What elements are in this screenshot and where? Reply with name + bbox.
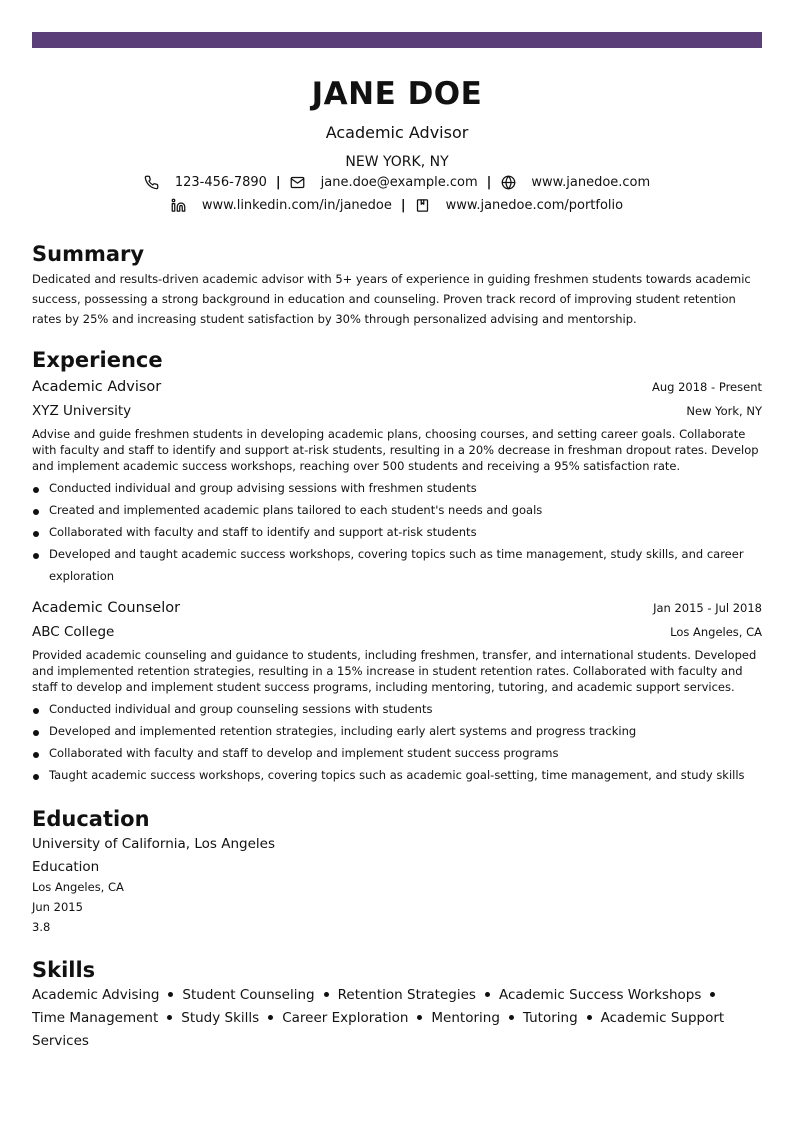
- mail-icon: [290, 175, 306, 191]
- candidate-location: NEW YORK, NY: [345, 154, 449, 170]
- bullet-icon: [167, 1015, 172, 1020]
- job-entry: [32, 377, 762, 587]
- list-item: [32, 698, 762, 720]
- list-item: [32, 720, 762, 742]
- job-organization: XYZ University: [32, 403, 132, 419]
- candidate-name: JANE DOE: [311, 76, 483, 112]
- candidate-role: Academic Advisor: [325, 123, 469, 142]
- bullet-icon: [324, 992, 329, 997]
- job-description: Provided academic counseling and guidance to students, including freshmen, transfer, and international students. Developed and implemented retention strategies, resulting in a 15% increase in student retention rates. Collaborated with faculty and staff to develop and implement student success programs, including mentoring, tutoring, and academic support services.: [32, 648, 757, 694]
- bullet-text: Collaborated with faculty and staff to develop and implement student success programs: [49, 746, 559, 760]
- job-bullet-list: [32, 477, 762, 587]
- bullet-icon: [509, 1015, 514, 1020]
- contact-row-secondary: [32, 194, 762, 217]
- education-location: Los Angeles, CA: [32, 880, 124, 894]
- skill-item: Academic Advising: [32, 987, 160, 1003]
- job-bullet-list: [32, 698, 762, 786]
- bullet-icon: [587, 1015, 592, 1020]
- bullet-icon: [33, 708, 39, 714]
- bullet-icon: [33, 509, 39, 515]
- bullet-text: Collaborated with faculty and staff to identify and support at-risk students: [49, 525, 477, 539]
- bullet-icon: [33, 553, 39, 559]
- website-link[interactable]: www.janedoe.com: [531, 174, 651, 190]
- skill-item: Academic Success Workshops: [498, 987, 702, 1003]
- job-title: Academic Advisor: [32, 379, 162, 395]
- separator: |: [275, 174, 281, 190]
- job-description: Advise and guide freshmen students in developing academic plans, choosing courses, and setting career goals. Collaborate with faculty and staff to identify and support at-risk students, resulting in a 20% decrease in freshman dropout rates. Develop and implement academic success workshops, reaching over 500 students and receiving a 95% satisfaction rate.: [32, 427, 759, 473]
- skill-item: Retention Strategies: [337, 987, 476, 1003]
- skill-item: Student Counseling: [182, 987, 315, 1003]
- job-location: New York, NY: [686, 404, 762, 418]
- bullet-icon: [33, 774, 39, 780]
- contact-row-primary: [32, 171, 762, 194]
- portfolio-link[interactable]: www.janedoe.com/portfolio: [445, 197, 624, 213]
- bullet-icon: [417, 1015, 422, 1020]
- job-organization: ABC College: [32, 624, 115, 640]
- summary-heading: Summary: [32, 242, 145, 266]
- list-item: [32, 499, 762, 521]
- globe-icon: [500, 175, 516, 191]
- bullet-text: Conducted individual and group counseling sessions with students: [49, 702, 433, 716]
- bullet-icon: [33, 487, 39, 493]
- list-item: [32, 543, 762, 587]
- bullet-text: Developed and implemented retention strategies, including early alert systems and progress tracking: [49, 724, 637, 738]
- linkedin-icon: [171, 198, 187, 214]
- email-link[interactable]: jane.doe@example.com: [320, 174, 478, 190]
- job-location: Los Angeles, CA: [670, 625, 762, 639]
- skill-item: Tutoring: [522, 1010, 578, 1026]
- skill-item: Career Exploration: [282, 1010, 409, 1026]
- accent-bar: [32, 32, 762, 48]
- job-dates: Aug 2018 - Present: [652, 380, 762, 394]
- summary-text: Dedicated and results-driven academic advisor with 5+ years of experience in guiding freshmen students towards academic success, possessing a strong background in education and counseling. Proven track record of improving student retention rates by 25% and increasing student satisfaction by 30% through personalized advising and mentorship.: [32, 272, 751, 326]
- education-heading: Education: [32, 807, 150, 831]
- skill-item: Time Management: [32, 1010, 159, 1026]
- job-header: [32, 377, 762, 397]
- phone-icon: [144, 175, 160, 191]
- skills-heading: Skills: [32, 958, 96, 982]
- bullet-text: Developed and taught academic success workshops, covering topics such as time management, study skills, and career exploration: [49, 547, 744, 583]
- education-gpa: 3.8: [32, 920, 51, 934]
- job-title: Academic Counselor: [32, 600, 181, 616]
- bullet-icon: [268, 1015, 273, 1020]
- list-item: [32, 477, 762, 499]
- job-org-row: [32, 618, 762, 642]
- resume-page: [32, 32, 762, 1053]
- bullet-icon: [33, 531, 39, 537]
- education-date: Jun 2015: [32, 900, 83, 914]
- separator: |: [400, 197, 406, 213]
- job-dates: Jan 2015 - Jul 2018: [653, 601, 762, 615]
- bullet-icon: [168, 992, 173, 997]
- skill-item: Study Skills: [181, 1010, 260, 1026]
- bullet-icon: [710, 992, 715, 997]
- job-org-row: [32, 397, 762, 421]
- bullet-icon: [33, 752, 39, 758]
- linkedin-link[interactable]: www.linkedin.com/in/janedoe: [201, 197, 392, 213]
- phone-link[interactable]: 123-456-7890: [174, 174, 267, 190]
- list-item: [32, 742, 762, 764]
- bullet-text: Conducted individual and group advising sessions with freshmen students: [49, 481, 477, 495]
- bullet-icon: [33, 730, 39, 736]
- bookmark-icon: [415, 198, 431, 214]
- bullet-text: Taught academic success workshops, covering topics such as academic goal-setting, time management, and study skills: [49, 768, 745, 782]
- job-entry: [32, 598, 762, 786]
- education-school: University of California, Los Angeles: [32, 836, 276, 852]
- skills-list: [32, 984, 762, 1053]
- list-item: [32, 521, 762, 543]
- skill-item: Academic Support Services: [32, 1010, 725, 1049]
- experience-heading: Experience: [32, 348, 163, 372]
- bullet-icon: [485, 992, 490, 997]
- list-item: [32, 764, 762, 786]
- separator: |: [486, 174, 492, 190]
- skill-item: Mentoring: [431, 1010, 500, 1026]
- bullet-text: Created and implemented academic plans tailored to each student's needs and goals: [49, 503, 543, 517]
- education-field: Education: [32, 859, 100, 875]
- job-header: [32, 598, 762, 618]
